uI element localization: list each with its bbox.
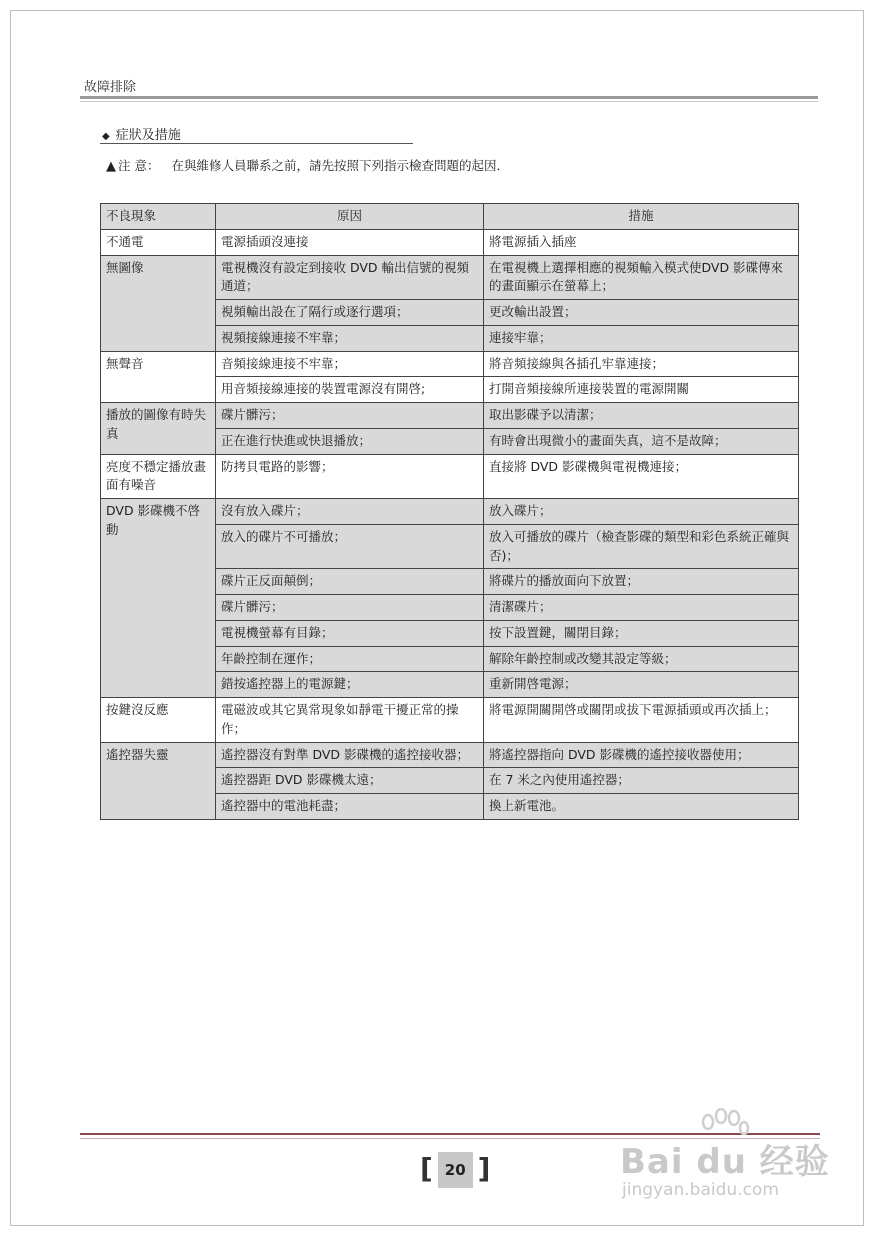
section-title: 故障排除 [84, 80, 137, 95]
cause-cell: 視頻輸出設在了隔行或逐行選項； [216, 300, 484, 326]
action-cell: 將電源插入插座 [484, 229, 799, 255]
cause-cell: 沒有放入碟片； [216, 499, 484, 525]
header-cause: 原因 [216, 204, 484, 230]
note-text: 在與維修人員聯系之前，請先按照下列指示檢查問題的起因． [171, 158, 509, 173]
symptom-cell: 無聲音 [101, 351, 216, 403]
cause-cell: 音頻接線連接不牢靠； [216, 351, 484, 377]
action-cell: 連接牢靠； [484, 325, 799, 351]
cause-cell: 電視機沒有設定到接收 DVD 輸出信號的視頻通道； [216, 255, 484, 300]
cause-cell: 用音頻接線連接的裝置電源沒有開啓; [216, 377, 484, 403]
action-cell: 將音頻接線與各插孔牢靠連接； [484, 351, 799, 377]
table-row [101, 229, 799, 255]
page-number: 20 [438, 1152, 473, 1188]
cause-cell: 錯按遙控器上的電源鍵； [216, 672, 484, 698]
action-cell: 將電源開關開啓或關閉或拔下電源插頭或再次插上； [484, 698, 799, 743]
cause-cell: 放入的碟片不可播放； [216, 524, 484, 569]
watermark [620, 1108, 830, 1208]
table-row [101, 403, 799, 429]
header-rule [80, 96, 818, 99]
warning-triangle-icon: ▲ [106, 159, 116, 174]
symptom-cell: 遙控器失靈 [101, 742, 216, 819]
cause-cell: 電源插頭沒連接 [216, 229, 484, 255]
symptom-cell: DVD 影碟機不啓動 [101, 499, 216, 698]
cause-cell: 防拷貝電路的影響； [216, 454, 484, 499]
header-symptom: 不良現象 [101, 204, 216, 230]
table-row [101, 255, 799, 300]
action-cell: 打開音頻接線所連接裝置的電源開關 [484, 377, 799, 403]
cause-cell: 碟片髒污； [216, 403, 484, 429]
action-cell: 按下設置鍵，關閉目錄； [484, 620, 799, 646]
action-cell: 更改輸出設置； [484, 300, 799, 326]
action-cell: 重新開啓電源； [484, 672, 799, 698]
action-cell: 放入可播放的碟片（檢查影碟的類型和彩色系統正確與否)； [484, 524, 799, 569]
table-row [101, 499, 799, 525]
symptom-cell: 無圖像 [101, 255, 216, 351]
cause-cell: 遙控器中的電池耗盡； [216, 794, 484, 820]
cause-cell: 遙控器沒有對準 DVD 影碟機的遙控接收器； [216, 742, 484, 768]
cause-cell: 視頻接線連接不牢靠； [216, 325, 484, 351]
cause-cell: 電磁波或其它異常現象如靜電干擾正常的操作； [216, 698, 484, 743]
table-row [101, 454, 799, 499]
symptom-cell: 播放的圖像有時失真 [101, 403, 216, 455]
subheading-text: 症狀及措施 [115, 128, 181, 143]
cause-cell: 正在進行快進或快退播放； [216, 428, 484, 454]
action-cell: 取出影碟予以清潔； [484, 403, 799, 429]
table-body [101, 229, 799, 819]
page-number-block [420, 1152, 490, 1188]
bracket-right: ] [477, 1152, 491, 1185]
header-rule-thin [80, 101, 818, 102]
cause-cell: 碟片正反面顛倒； [216, 569, 484, 595]
watermark-site: jingyan.baidu.com [622, 1180, 779, 1200]
cause-cell: 碟片髒污； [216, 595, 484, 621]
action-cell: 直接將 DVD 影碟機與電視機連接； [484, 454, 799, 499]
symptom-cell: 按鍵沒反應 [101, 698, 216, 743]
cause-cell: 電視機螢幕有目錄； [216, 620, 484, 646]
table-header-row [101, 204, 799, 230]
bullet-icon: ◆ [102, 131, 110, 142]
bracket-left: [ [420, 1152, 433, 1185]
note-label: 注 意： [118, 158, 160, 173]
action-cell: 在電視機上選擇相應的視頻輸入模式使DVD 影碟傳來的畫面顯示在螢幕上； [484, 255, 799, 300]
table-row [101, 698, 799, 743]
action-cell: 將遙控器指向 DVD 影碟機的遙控接收器使用； [484, 742, 799, 768]
action-cell: 放入碟片； [484, 499, 799, 525]
action-cell: 有時會出現微小的畫面失真，這不是故障； [484, 428, 799, 454]
subheading-underline [100, 143, 413, 144]
note [106, 156, 509, 174]
table-row [101, 742, 799, 768]
troubleshooting-table [100, 203, 799, 820]
header-action: 措施 [484, 204, 799, 230]
subheading [102, 124, 181, 143]
symptom-cell: 不通電 [101, 229, 216, 255]
action-cell: 清潔碟片； [484, 595, 799, 621]
action-cell: 在 7 米之內使用遙控器； [484, 768, 799, 794]
action-cell: 換上新電池。 [484, 794, 799, 820]
action-cell: 將碟片的播放面向下放置； [484, 569, 799, 595]
cause-cell: 年齡控制在運作； [216, 646, 484, 672]
action-cell: 解除年齡控制或改變其設定等級； [484, 646, 799, 672]
table-row [101, 351, 799, 377]
symptom-cell: 亮度不穩定播放畫面有噪音 [101, 454, 216, 499]
cause-cell: 遙控器距 DVD 影碟機太遠； [216, 768, 484, 794]
watermark-brand: Bai du 经验 [620, 1142, 830, 1182]
